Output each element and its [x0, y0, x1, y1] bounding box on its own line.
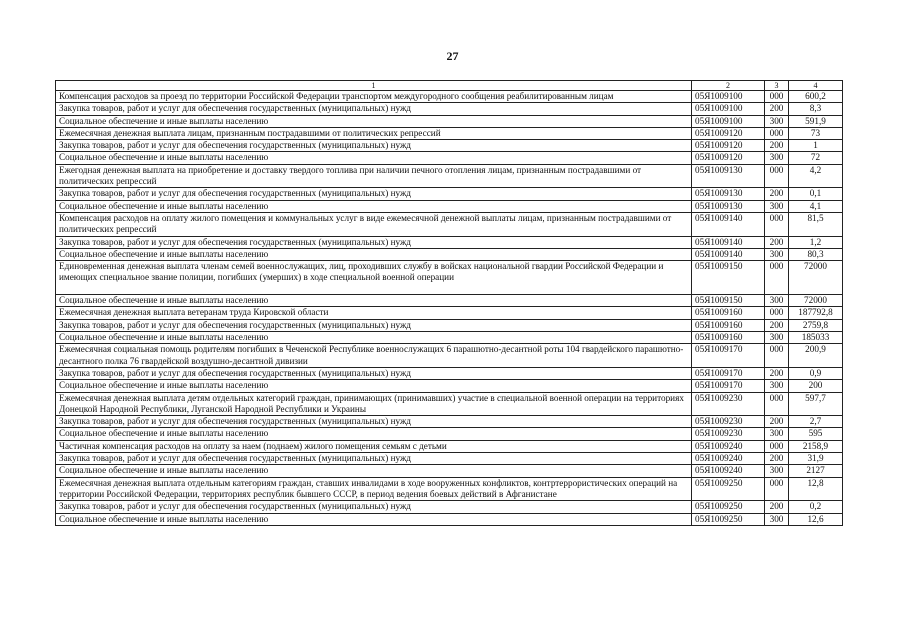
row-type-cell: 000	[765, 127, 789, 139]
row-sum-cell: 2127	[789, 465, 843, 477]
row-code-cell: 05Я1009250	[692, 513, 765, 525]
row-name-cell: Ежемесячная денежная выплата отдельным категориям граждан, ставших инвалидами в ходе вооруженных конфликтов, контртеррористических операций на территории Российской Федерации, территориях республик бывшего СССР, в период ведения боевых действий в Афганистане	[56, 477, 692, 501]
row-sum-cell: 2158,9	[789, 440, 843, 452]
row-code-cell: 05Я1009130	[692, 188, 765, 200]
row-sum-cell: 595	[789, 428, 843, 440]
row-type-cell: 200	[765, 188, 789, 200]
row-sum-cell: 591,9	[789, 115, 843, 127]
row-sum-cell: 2759,8	[789, 319, 843, 331]
row-code-cell: 05Я1009150	[692, 295, 765, 307]
row-sum-cell: 0,9	[789, 367, 843, 379]
table-row	[56, 319, 843, 331]
row-type-cell: 200	[765, 236, 789, 248]
row-name-cell: Закупка товаров, работ и услуг для обеспечения государственных (муниципальных) нужд	[56, 319, 692, 331]
table-row	[56, 332, 843, 344]
table-row	[56, 140, 843, 152]
table-row	[56, 392, 843, 416]
row-name-cell: Социальное обеспечение и иные выплаты населению	[56, 200, 692, 212]
row-code-cell: 05Я1009150	[692, 261, 765, 295]
row-code-cell: 05Я1009130	[692, 164, 765, 188]
row-sum-cell: 31,9	[789, 453, 843, 465]
row-type-cell: 000	[765, 91, 789, 103]
table-row	[56, 295, 843, 307]
row-type-cell: 300	[765, 152, 789, 164]
row-name-cell: Ежемесячная социальная помощь родителям погибших в Чеченской Республике военнослужащих 6 парашютно-десантной роты 104 гвардейского парашютно-десантного полка 76 гвардейской воздушно-десантной дивизии	[56, 344, 692, 368]
row-code-cell: 05Я1009160	[692, 307, 765, 319]
row-code-cell: 05Я1009250	[692, 477, 765, 501]
row-type-cell: 200	[765, 501, 789, 513]
row-type-cell: 300	[765, 465, 789, 477]
row-name-cell: Ежемесячная денежная выплата ветеранам труда Кировской области	[56, 307, 692, 319]
row-name-cell: Закупка товаров, работ и услуг для обеспечения государственных (муниципальных) нужд	[56, 453, 692, 465]
row-sum-cell: 72000	[789, 261, 843, 295]
row-sum-cell: 185033	[789, 332, 843, 344]
row-sum-cell: 8,3	[789, 103, 843, 115]
row-sum-cell: 0,2	[789, 501, 843, 513]
row-type-cell: 000	[765, 440, 789, 452]
row-type-cell: 200	[765, 416, 789, 428]
row-name-cell: Закупка товаров, работ и услуг для обеспечения государственных (муниципальных) нужд	[56, 188, 692, 200]
row-sum-cell: 81,5	[789, 212, 843, 236]
row-sum-cell: 600,2	[789, 91, 843, 103]
row-sum-cell: 12,6	[789, 513, 843, 525]
table-row	[56, 212, 843, 236]
row-code-cell: 05Я1009120	[692, 127, 765, 139]
row-code-cell: 05Я1009230	[692, 416, 765, 428]
table-row	[56, 477, 843, 501]
table-row	[56, 513, 843, 525]
row-type-cell: 000	[765, 212, 789, 236]
row-sum-cell: 200	[789, 380, 843, 392]
row-code-cell: 05Я1009250	[692, 501, 765, 513]
row-sum-cell: 1,2	[789, 236, 843, 248]
table-row	[56, 164, 843, 188]
row-name-cell: Закупка товаров, работ и услуг для обеспечения государственных (муниципальных) нужд	[56, 140, 692, 152]
row-type-cell: 300	[765, 115, 789, 127]
row-name-cell: Компенсация расходов на оплату жилого помещения и коммунальных услуг в виде ежемесячной денежной выплаты лицам, признанным пострадавшими от политических репрессий	[56, 212, 692, 236]
row-sum-cell: 73	[789, 127, 843, 139]
row-name-cell: Социальное обеспечение и иные выплаты населению	[56, 428, 692, 440]
table-row	[56, 188, 843, 200]
row-code-cell: 05Я1009170	[692, 380, 765, 392]
row-type-cell: 300	[765, 248, 789, 260]
row-type-cell: 200	[765, 103, 789, 115]
row-sum-cell: 200,9	[789, 344, 843, 368]
row-type-cell: 200	[765, 140, 789, 152]
row-sum-cell: 2,7	[789, 416, 843, 428]
row-sum-cell: 597,7	[789, 392, 843, 416]
row-code-cell: 05Я1009170	[692, 344, 765, 368]
row-type-cell: 000	[765, 344, 789, 368]
row-code-cell: 05Я1009100	[692, 91, 765, 103]
header-col-3: 3	[765, 81, 789, 91]
table-row	[56, 236, 843, 248]
row-code-cell: 05Я1009170	[692, 367, 765, 379]
header-col-2: 2	[692, 81, 765, 91]
row-type-cell: 300	[765, 513, 789, 525]
row-sum-cell: 1	[789, 140, 843, 152]
row-type-cell: 200	[765, 453, 789, 465]
row-sum-cell: 187792,8	[789, 307, 843, 319]
row-name-cell: Социальное обеспечение и иные выплаты населению	[56, 465, 692, 477]
row-code-cell: 05Я1009100	[692, 103, 765, 115]
table-row	[56, 103, 843, 115]
row-name-cell: Единовременная денежная выплата членам семей военнослужащих, лиц, проходивших службу в войсках национальной гвардии Российской Федерации и имеющих специальное звание полиции, погибших (умерших) в ходе специальной военной операции	[56, 261, 692, 295]
table-row	[56, 453, 843, 465]
row-name-cell: Ежегодная денежная выплата на приобретение и доставку твердого топлива при наличии печного отопления лицам, признанным пострадавшими от политических репрессий	[56, 164, 692, 188]
row-code-cell: 05Я1009160	[692, 319, 765, 331]
table-row	[56, 416, 843, 428]
row-name-cell: Закупка товаров, работ и услуг для обеспечения государственных (муниципальных) нужд	[56, 367, 692, 379]
table-row	[56, 127, 843, 139]
table-row	[56, 428, 843, 440]
table-row	[56, 261, 843, 295]
header-col-1: 1	[56, 81, 692, 91]
row-sum-cell: 12,8	[789, 477, 843, 501]
row-type-cell: 000	[765, 392, 789, 416]
table-row	[56, 115, 843, 127]
row-name-cell: Социальное обеспечение и иные выплаты населению	[56, 380, 692, 392]
row-code-cell: 05Я1009100	[692, 115, 765, 127]
row-type-cell: 000	[765, 261, 789, 295]
row-type-cell: 300	[765, 428, 789, 440]
row-type-cell: 300	[765, 380, 789, 392]
row-code-cell: 05Я1009240	[692, 453, 765, 465]
table-header-row	[56, 81, 843, 91]
row-name-cell: Ежемесячная денежная выплата детям отдельных категорий граждан, принимающих (принимавших) участие в специальной военной операции на территориях Донецкой Народной Республики, Луганской Народной Республики и Украины	[56, 392, 692, 416]
table-row	[56, 440, 843, 452]
row-code-cell: 05Я1009120	[692, 140, 765, 152]
row-name-cell: Ежемесячная денежная выплата лицам, признанным пострадавшими от политических репрессий	[56, 127, 692, 139]
row-type-cell: 000	[765, 307, 789, 319]
row-name-cell: Социальное обеспечение и иные выплаты населению	[56, 513, 692, 525]
row-sum-cell: 72	[789, 152, 843, 164]
table-row	[56, 307, 843, 319]
row-sum-cell: 72000	[789, 295, 843, 307]
table-row	[56, 367, 843, 379]
row-name-cell: Социальное обеспечение и иные выплаты населению	[56, 115, 692, 127]
row-type-cell: 000	[765, 164, 789, 188]
table-row	[56, 91, 843, 103]
table-row	[56, 465, 843, 477]
row-code-cell: 05Я1009240	[692, 440, 765, 452]
row-name-cell: Социальное обеспечение и иные выплаты населению	[56, 332, 692, 344]
row-code-cell: 05Я1009130	[692, 200, 765, 212]
row-name-cell: Закупка товаров, работ и услуг для обеспечения государственных (муниципальных) нужд	[56, 501, 692, 513]
row-type-cell: 300	[765, 295, 789, 307]
table-row	[56, 152, 843, 164]
table-row	[56, 248, 843, 260]
budget-table	[55, 80, 843, 526]
header-col-4: 4	[789, 81, 843, 91]
page-number: 27	[446, 49, 459, 63]
row-name-cell: Закупка товаров, работ и услуг для обеспечения государственных (муниципальных) нужд	[56, 236, 692, 248]
row-name-cell: Социальное обеспечение и иные выплаты населению	[56, 152, 692, 164]
row-code-cell: 05Я1009140	[692, 212, 765, 236]
row-sum-cell: 80,3	[789, 248, 843, 260]
row-sum-cell: 4,1	[789, 200, 843, 212]
row-sum-cell: 4,2	[789, 164, 843, 188]
row-name-cell: Закупка товаров, работ и услуг для обеспечения государственных (муниципальных) нужд	[56, 416, 692, 428]
row-code-cell: 05Я1009230	[692, 392, 765, 416]
row-name-cell: Социальное обеспечение и иные выплаты населению	[56, 248, 692, 260]
row-code-cell: 05Я1009120	[692, 152, 765, 164]
row-name-cell: Закупка товаров, работ и услуг для обеспечения государственных (муниципальных) нужд	[56, 103, 692, 115]
row-code-cell: 05Я1009140	[692, 248, 765, 260]
row-type-cell: 300	[765, 332, 789, 344]
row-code-cell: 05Я1009140	[692, 236, 765, 248]
table-row	[56, 501, 843, 513]
row-name-cell: Частичная компенсация расходов на оплату за наем (поднаем) жилого помещения семьям с детьми	[56, 440, 692, 452]
table-row	[56, 344, 843, 368]
row-type-cell: 200	[765, 319, 789, 331]
row-code-cell: 05Я1009230	[692, 428, 765, 440]
row-type-cell: 300	[765, 200, 789, 212]
row-sum-cell: 0,1	[789, 188, 843, 200]
row-code-cell: 05Я1009240	[692, 465, 765, 477]
row-type-cell: 000	[765, 477, 789, 501]
row-name-cell: Компенсация расходов за проезд по территории Российской Федерации транспортом междугородного сообщения реабилитированным лицам	[56, 91, 692, 103]
table-row	[56, 200, 843, 212]
table-row	[56, 380, 843, 392]
row-code-cell: 05Я1009160	[692, 332, 765, 344]
row-type-cell: 200	[765, 367, 789, 379]
row-name-cell: Социальное обеспечение и иные выплаты населению	[56, 295, 692, 307]
